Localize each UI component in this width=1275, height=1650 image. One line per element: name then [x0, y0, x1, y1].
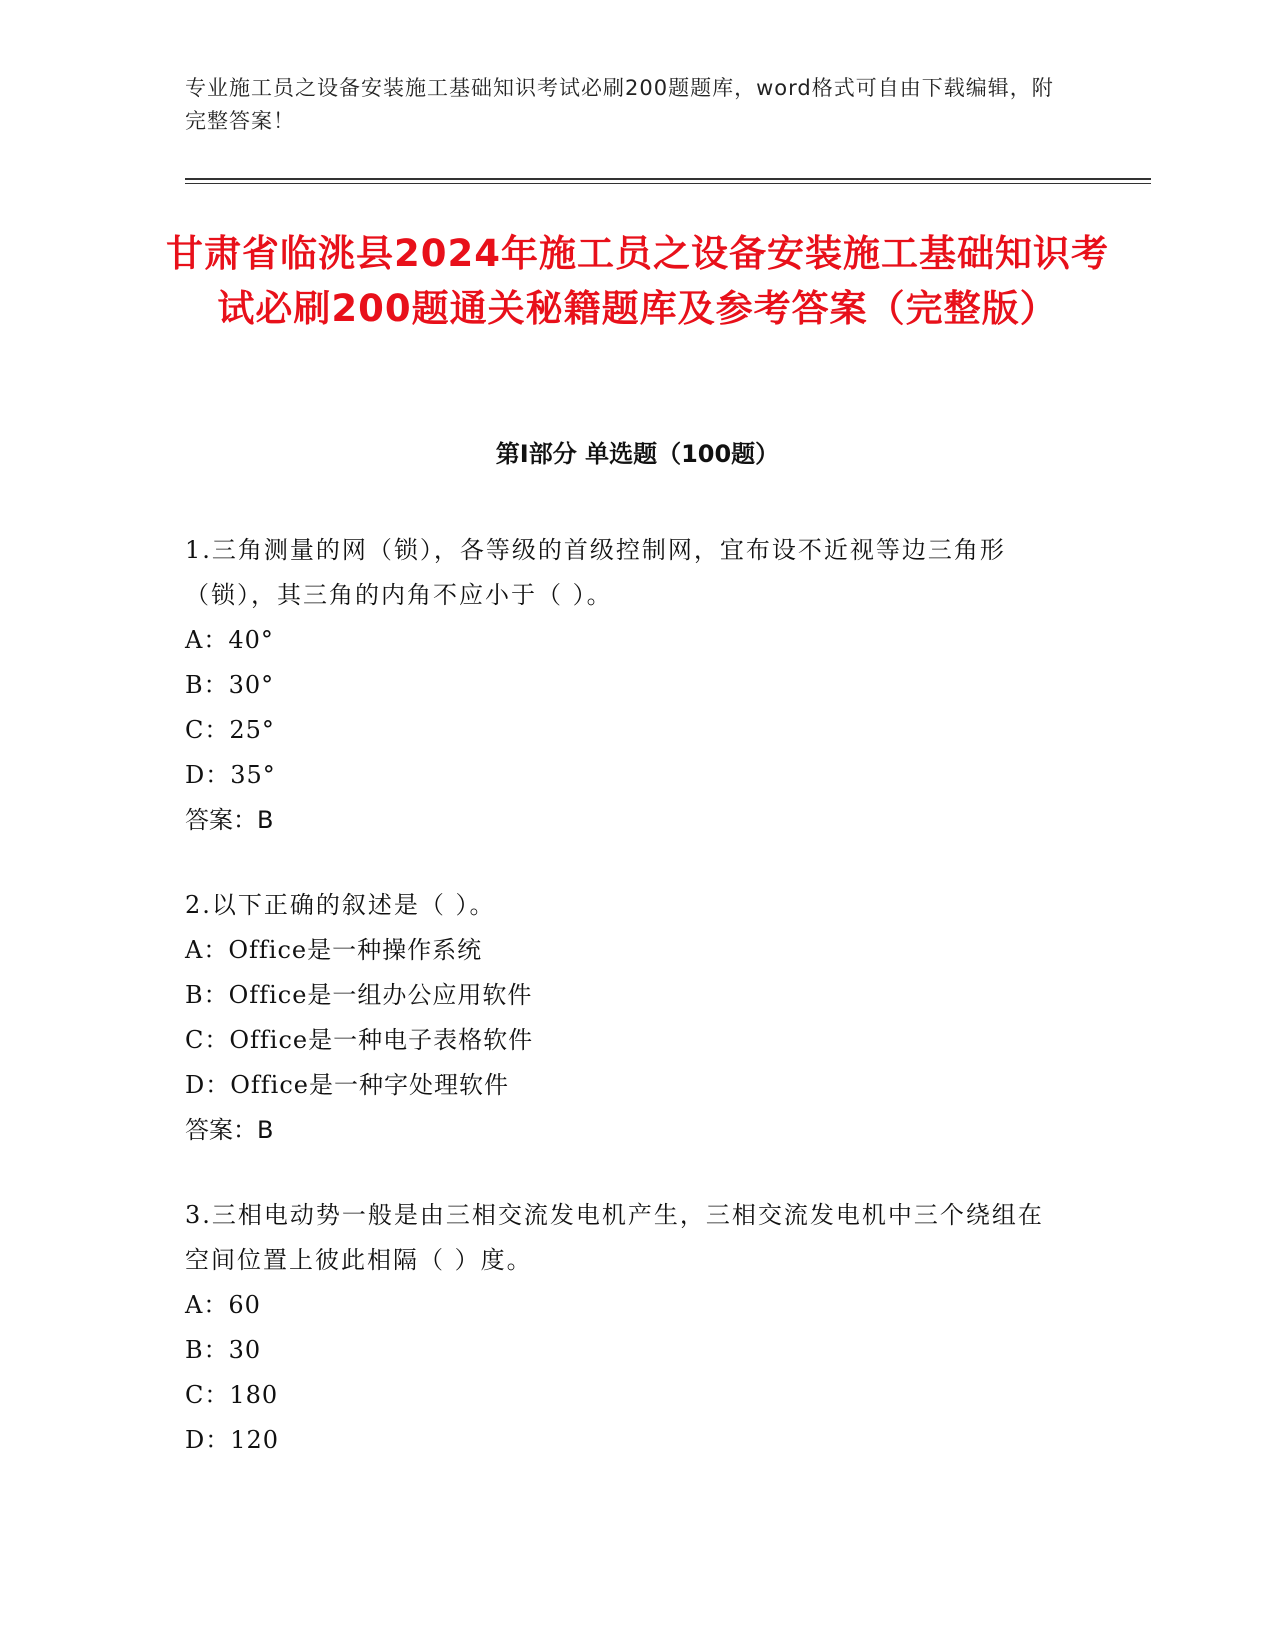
option-a: A：Office是一种操作系统 [185, 936, 483, 964]
question-list [185, 528, 1065, 1503]
question-text: 1.三角测量的网（锁），各等级的首级控制网，宜布设不近视等边三角形（锁），其三角的内角不应小于（ ）。 [185, 536, 1006, 609]
question-2 [185, 883, 1065, 1153]
option-c: C：180 [185, 1381, 279, 1409]
option-c: C：Office是一种电子表格软件 [185, 1026, 534, 1054]
answer: 答案：B [185, 1116, 274, 1144]
question-1 [185, 528, 1065, 843]
option-c: C：25° [185, 716, 275, 744]
option-a: A：60 [185, 1291, 261, 1319]
option-d: D：120 [185, 1426, 280, 1454]
option-b: B：30° [185, 671, 275, 699]
answer: 答案：B [185, 806, 274, 834]
option-a: A：40° [185, 626, 274, 654]
document-title: 甘肃省临洮县2024年施工员之设备安装施工基础知识考试必刷200题通关秘籍题库及参考答案（完整版） [166, 232, 1109, 330]
section-heading: 第Ⅰ部分 单选题（100题） [495, 440, 780, 468]
question-text: 3.三相电动势一般是由三相交流发电机产生，三相交流发电机中三个绕组在空间位置上彼此相隔（ ）度。 [185, 1201, 1044, 1274]
option-b: B：Office是一组办公应用软件 [185, 981, 533, 1009]
header-rule-thin [185, 183, 1151, 184]
question-3 [185, 1193, 1065, 1463]
question-text: 2.以下正确的叙述是（ ）。 [185, 891, 496, 919]
header-note: 专业施工员之设备安装施工基础知识考试必刷200题题库，word格式可自由下载编辑，附完整答案！ [185, 76, 1054, 133]
option-d: D：Office是一种字处理软件 [185, 1071, 510, 1099]
header-rule-thick [185, 178, 1151, 180]
option-d: D：35° [185, 761, 276, 789]
option-b: B：30 [185, 1336, 262, 1364]
